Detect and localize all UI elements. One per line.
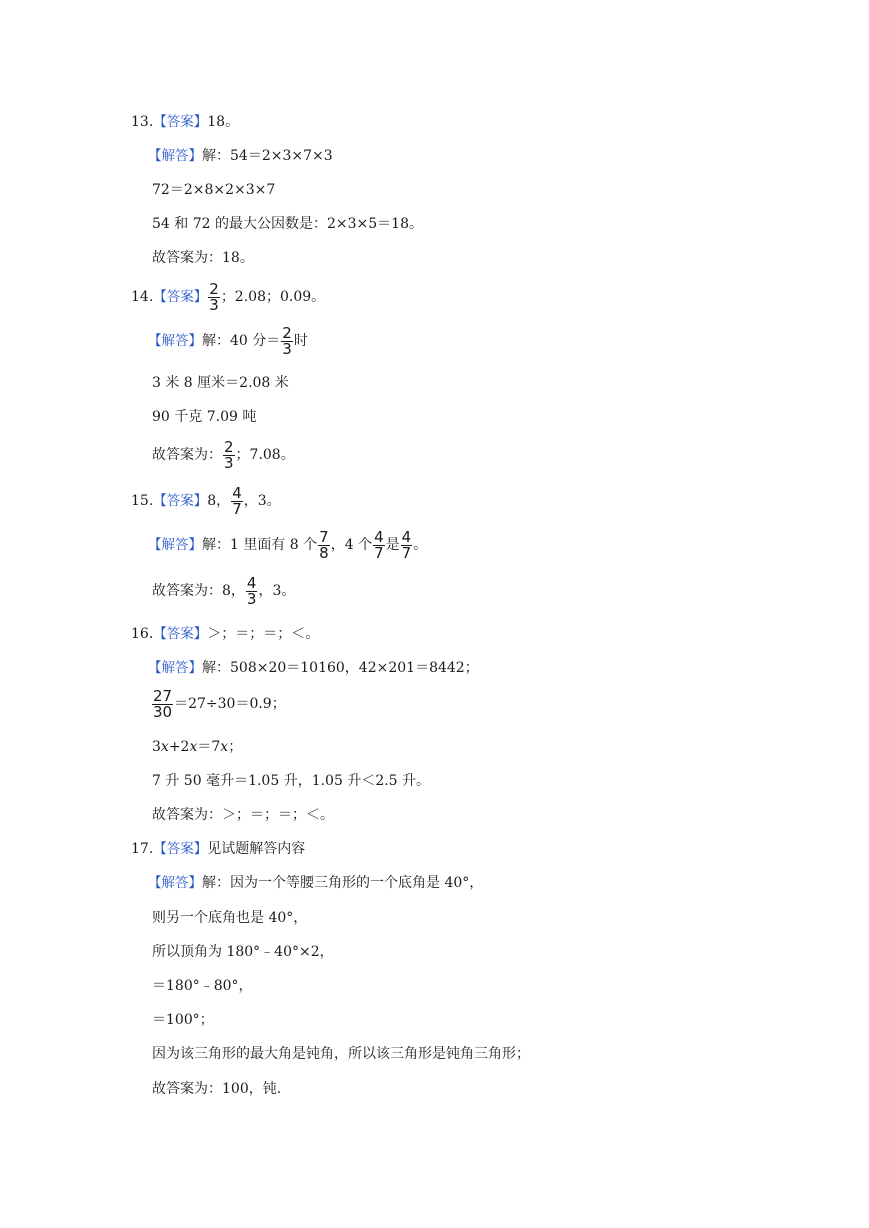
line-text: 故答案为：8， [152,583,245,599]
solution-text: ，4 个 [330,537,373,553]
answer-tag: 【答案】 [153,841,208,857]
answer-text: ；2.08；0.09。 [220,289,326,305]
denominator: 3 [209,295,219,314]
q17-line-6: 故答案为：100，钝. [152,1081,282,1097]
variable-x: x [160,739,169,755]
q13-line-2: 54 和 72 的最大公因数是：2×3×5＝18。 [152,216,423,232]
q15-answer-line [131,484,281,518]
q16-line-2 [152,738,242,756]
variable-x: x [189,739,198,755]
expr-part: ＝7 [197,739,221,755]
answer-text: 18。 [207,114,240,130]
fraction [231,483,243,518]
denominator: 8 [319,543,329,562]
solution-text: 解：1 里面有 8 个 [202,537,318,553]
fraction [318,527,330,562]
answer-tag: 【答案】 [153,626,208,642]
q16-line-4: 故答案为：＞；＝；＝；＜。 [152,807,334,823]
numerator: 4 [232,483,242,502]
q13-line-3: 故答案为：18。 [152,250,254,266]
q16-solution-line [148,659,479,677]
line-text: ＝27÷30＝0.9； [174,696,286,712]
q17-answer-line [131,840,305,858]
q17-line-3: ＝180°﹣80°， [152,978,253,994]
q16-answer-line [131,625,319,643]
expr-part: ； [228,739,243,755]
expr-part: +2 [168,739,190,755]
line-text-end: ，3。 [258,583,296,599]
answer-tag: 【答案】 [153,493,208,509]
variable-x: x [220,739,229,755]
denominator: 3 [224,453,234,472]
q17-line-1: 则另一个底角也是 40°， [152,910,308,926]
line-text: 故答案为： [152,447,222,463]
q15-solution-line [148,528,427,562]
numerator: 2 [209,279,219,298]
q16-line-1 [152,686,286,722]
numerator: 4 [401,527,412,546]
answer-text: 8， [207,493,231,509]
q13-answer-line [131,113,239,131]
solution-tag: 【解答】 [148,333,202,349]
solution-text: 解：因为一个等腰三角形的一个底角是 40°， [202,875,484,891]
numerator: 2 [224,437,234,456]
answer-tag: 【答案】 [153,289,208,305]
solution-text-end: 时 [293,333,308,349]
fraction [401,527,413,562]
denominator: 3 [246,589,257,608]
solution-text: 是 [385,537,400,553]
solution-text: 解：54＝2×3×7×3 [202,148,333,164]
question-number: 15. [131,493,154,509]
answer-tag: 【答案】 [153,114,208,130]
q13-solution-line [148,147,333,165]
numerator: 27 [153,686,173,705]
q15-line-1 [152,574,295,608]
solution-text: 解：508×20＝10160，42×201＝8442； [202,660,479,676]
fraction [152,686,173,721]
fraction [246,573,258,608]
numerator: 4 [246,573,257,592]
q16-line-3: 7 升 50 毫升＝1.05 升，1.05 升＜2.5 升。 [152,773,431,789]
expr-part: 3 [152,739,161,755]
numerator: 4 [374,527,384,546]
q14-solution-line [148,324,308,358]
answer-text: ＞；＝；＝；＜。 [207,626,320,642]
q14-answer-line [131,280,325,314]
denominator: 7 [232,499,242,518]
solution-text-end: 。 [413,537,428,553]
q14-line-1: 3 米 8 厘米＝2.08 米 [152,375,289,391]
line-text-end: ；7.08。 [235,447,295,463]
numerator: 2 [282,323,292,342]
fraction [281,323,293,358]
q14-line-3 [152,438,295,472]
q14-line-2: 90 千克 7.09 吨 [152,409,257,425]
denominator: 7 [374,543,384,562]
denominator: 30 [153,702,173,721]
numerator: 7 [319,527,329,546]
question-number: 17. [131,841,154,857]
answer-text-end: ，3。 [243,493,281,509]
answer-text: 见试题解答内容 [207,841,306,857]
denominator: 7 [401,543,412,562]
solution-tag: 【解答】 [148,875,202,891]
solution-tag: 【解答】 [148,148,202,164]
fraction [223,437,235,472]
fraction [208,279,220,314]
q17-solution-line [148,874,483,892]
fraction [373,527,385,562]
solution-tag: 【解答】 [148,660,202,676]
denominator: 3 [282,339,292,358]
q13-line-1: 72＝2×8×2×3×7 [152,182,276,198]
solution-tag: 【解答】 [148,537,202,553]
q17-line-4: ＝100°； [152,1012,214,1028]
question-number: 16. [131,626,154,642]
solution-text: 解：40 分＝ [202,333,281,349]
question-number: 13. [131,114,154,130]
question-number: 14. [131,289,154,305]
q17-line-2: 所以顶角为 180°﹣40°×2， [152,944,334,960]
q17-line-5: 因为该三角形的最大角是钝角，所以该三角形是钝角三角形； [152,1046,530,1062]
